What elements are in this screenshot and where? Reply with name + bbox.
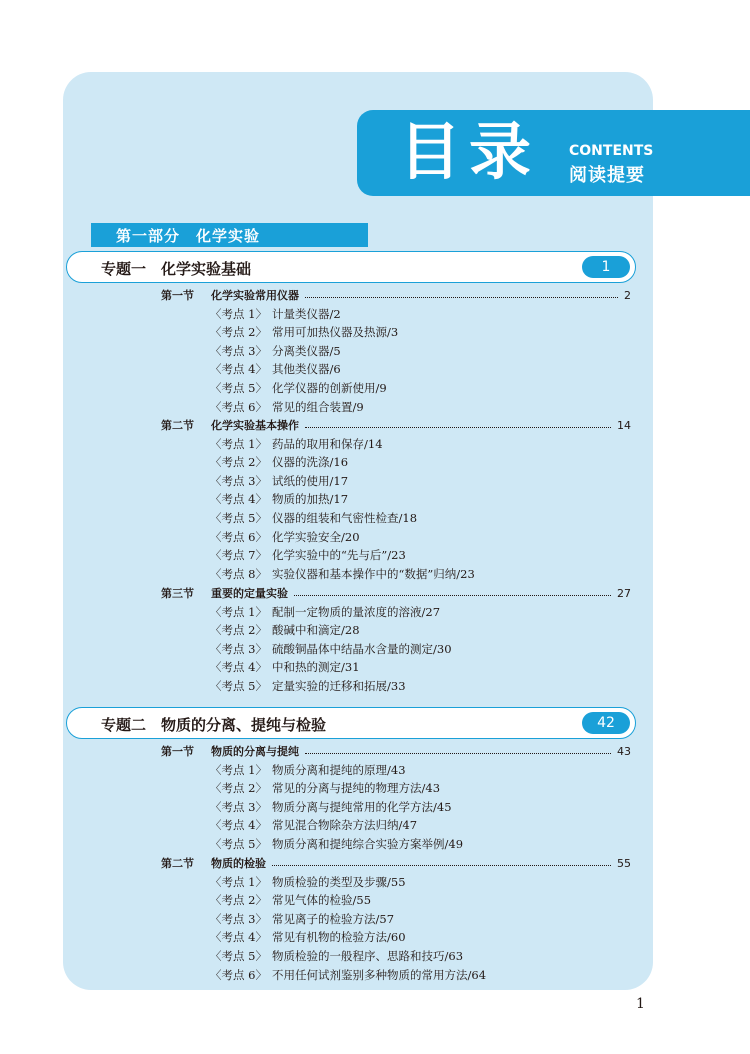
- exam-point-entry[interactable]: [210, 342, 341, 360]
- exam-point-number: 〈考点 2〉: [210, 455, 267, 470]
- section-page: 27: [617, 586, 631, 600]
- section-number: 第三节: [161, 587, 194, 600]
- exam-point-number: 〈考点 5〉: [210, 837, 267, 851]
- exam-point-entry[interactable]: [210, 379, 387, 397]
- exam-point-entry[interactable]: [210, 472, 348, 490]
- exam-point-number: 〈考点 4〉: [210, 362, 267, 377]
- exam-point-title: 常见有机物的检验方法/60: [272, 930, 406, 945]
- exam-point-title: 化学仪器的创新使用/9: [272, 381, 387, 395]
- exam-point-title: 酸碱中和滴定/28: [272, 623, 360, 638]
- topic-1[interactable]: [66, 251, 636, 283]
- exam-point-entry[interactable]: [210, 677, 406, 695]
- exam-point-entry[interactable]: [210, 816, 417, 834]
- exam-point-number: 〈考点 5〉: [210, 949, 267, 963]
- exam-point-title: 物质分离和提纯的原理/43: [272, 762, 406, 777]
- contents-title: 目录: [399, 115, 540, 188]
- exam-point-entry[interactable]: [210, 835, 463, 853]
- exam-point-number: 〈考点 3〉: [210, 911, 267, 926]
- section-entry[interactable]: [161, 286, 631, 304]
- exam-point-entry[interactable]: [210, 603, 440, 621]
- exam-point-title: 药品的取用和保存/14: [272, 436, 383, 451]
- exam-point-entry[interactable]: [210, 565, 475, 583]
- section-page: 2: [624, 288, 631, 302]
- topic-title: 专题二 物质的分离、提纯与检验: [101, 716, 327, 734]
- exam-point-entry[interactable]: [210, 435, 383, 453]
- section-title: 化学实验基本操作: [211, 419, 299, 432]
- topic-2[interactable]: [66, 707, 636, 739]
- exam-point-number: 〈考点 3〉: [210, 641, 267, 656]
- topic-page-badge: 1: [582, 256, 630, 278]
- page-number: 1: [636, 996, 645, 1012]
- exam-point-entry[interactable]: [210, 891, 371, 909]
- exam-point-entry[interactable]: [210, 509, 417, 527]
- dot-leader: [305, 753, 611, 754]
- contents-banner: [357, 110, 750, 196]
- exam-point-title: 常见的分离与提纯的物理方法/43: [272, 781, 441, 796]
- exam-point-number: 〈考点 5〉: [210, 511, 267, 525]
- exam-point-number: 〈考点 2〉: [210, 623, 267, 638]
- exam-point-number: 〈考点 1〉: [210, 436, 267, 451]
- exam-point-number: 〈考点 6〉: [210, 399, 267, 414]
- section-entry[interactable]: [161, 742, 631, 760]
- exam-point-number: 〈考点 3〉: [210, 799, 267, 814]
- exam-point-number: 〈考点 3〉: [210, 343, 267, 358]
- exam-point-title: 常见的组合装置/9: [272, 399, 364, 414]
- exam-point-number: 〈考点 7〉: [210, 548, 267, 563]
- exam-point-entry[interactable]: [210, 305, 341, 323]
- exam-point-entry[interactable]: [210, 453, 348, 471]
- exam-point-number: 〈考点 8〉: [210, 566, 267, 581]
- exam-point-number: 〈考点 1〉: [210, 762, 267, 777]
- exam-point-title: 硫酸铜晶体中结晶水含量的测定/30: [272, 641, 452, 656]
- exam-point-number: 〈考点 2〉: [210, 781, 267, 796]
- exam-point-entry[interactable]: [210, 873, 406, 891]
- exam-point-entry[interactable]: [210, 640, 452, 658]
- exam-point-number: 〈考点 6〉: [210, 967, 267, 982]
- section-number: 第一节: [161, 289, 194, 302]
- exam-point-number: 〈考点 2〉: [210, 893, 267, 908]
- exam-point-title: 不用任何试剂鉴别多种物质的常用方法/64: [272, 967, 487, 982]
- part-heading: [91, 223, 368, 247]
- exam-point-entry[interactable]: [210, 910, 394, 928]
- exam-point-number: 〈考点 2〉: [210, 325, 267, 340]
- contents-title-en: CONTENTS: [569, 143, 654, 159]
- exam-point-entry[interactable]: [210, 947, 463, 965]
- exam-point-title: 计量类仪器/2: [272, 306, 341, 321]
- exam-point-number: 〈考点 4〉: [210, 818, 267, 833]
- contents-subtitle: 阅读提要: [569, 165, 645, 186]
- exam-point-title: 实验仪器和基本操作中的“数据”归纳/23: [272, 566, 475, 581]
- exam-point-number: 〈考点 1〉: [210, 306, 267, 321]
- exam-point-title: 物质的加热/17: [272, 492, 349, 507]
- exam-point-number: 〈考点 6〉: [210, 529, 267, 544]
- dot-leader: [305, 427, 611, 428]
- section-title: 化学实验常用仪器: [211, 289, 299, 302]
- exam-point-number: 〈考点 5〉: [210, 679, 267, 693]
- exam-point-title: 定量实验的迁移和拓展/33: [272, 679, 406, 693]
- section-title: 重要的定量实验: [211, 587, 288, 600]
- exam-point-entry[interactable]: [210, 528, 360, 546]
- section-title: 物质的检验: [211, 857, 266, 870]
- section-page: 43: [617, 744, 631, 758]
- section-number: 第一节: [161, 745, 194, 758]
- exam-point-title: 分离类仪器/5: [272, 343, 341, 358]
- exam-point-title: 配制一定物质的量浓度的溶液/27: [272, 604, 441, 619]
- exam-point-entry[interactable]: [210, 546, 406, 564]
- exam-point-entry[interactable]: [210, 761, 406, 779]
- exam-point-title: 常用可加热仪器及热源/3: [272, 325, 399, 340]
- exam-point-title: 化学实验中的“先与后”/23: [272, 548, 406, 563]
- exam-point-number: 〈考点 4〉: [210, 930, 267, 945]
- part-heading-label: 第一部分 化学实验: [116, 227, 261, 245]
- section-number: 第二节: [161, 857, 194, 870]
- exam-point-title: 试纸的使用/17: [272, 473, 349, 488]
- topic-title: 专题一 化学实验基础: [101, 260, 252, 278]
- exam-point-title: 其他类仪器/6: [272, 362, 341, 377]
- section-page: 14: [617, 418, 631, 432]
- exam-point-entry[interactable]: [210, 966, 486, 984]
- exam-point-entry[interactable]: [210, 398, 364, 416]
- section-entry[interactable]: [161, 854, 631, 872]
- section-title: 物质的分离与提纯: [211, 745, 299, 758]
- exam-point-entry[interactable]: [210, 360, 341, 378]
- exam-point-entry[interactable]: [210, 779, 440, 797]
- exam-point-number: 〈考点 5〉: [210, 381, 267, 395]
- section-page: 55: [617, 856, 631, 870]
- exam-point-title: 物质分离和提纯综合实验方案举例/49: [272, 837, 464, 851]
- exam-point-entry[interactable]: [210, 798, 452, 816]
- exam-point-title: 中和热的测定/31: [272, 660, 360, 675]
- exam-point-title: 仪器的组装和气密性检查/18: [272, 511, 418, 525]
- exam-point-number: 〈考点 3〉: [210, 473, 267, 488]
- exam-point-number: 〈考点 1〉: [210, 874, 267, 889]
- exam-point-title: 常见离子的检验方法/57: [272, 911, 395, 926]
- dot-leader: [305, 297, 618, 298]
- exam-point-title: 常见气体的检验/55: [272, 893, 372, 908]
- dot-leader: [272, 865, 611, 866]
- dot-leader: [294, 595, 611, 596]
- exam-point-number: 〈考点 1〉: [210, 604, 267, 619]
- exam-point-title: 化学实验安全/20: [272, 529, 360, 544]
- exam-point-title: 物质检验的类型及步骤/55: [272, 874, 406, 889]
- exam-point-title: 物质分离与提纯常用的化学方法/45: [272, 799, 452, 814]
- exam-point-number: 〈考点 4〉: [210, 660, 267, 675]
- exam-point-title: 物质检验的一般程序、思路和技巧/63: [272, 949, 464, 963]
- section-entry[interactable]: [161, 416, 631, 434]
- exam-point-title: 常见混合物除杂方法归纳/47: [272, 818, 418, 833]
- topic-page-badge: 42: [582, 712, 630, 734]
- exam-point-entry[interactable]: [210, 658, 360, 676]
- exam-point-entry[interactable]: [210, 490, 348, 508]
- exam-point-entry[interactable]: [210, 621, 360, 639]
- section-number: 第二节: [161, 419, 194, 432]
- exam-point-title: 仪器的洗涤/16: [272, 455, 349, 470]
- exam-point-entry[interactable]: [210, 928, 406, 946]
- section-entry[interactable]: [161, 584, 631, 602]
- exam-point-entry[interactable]: [210, 323, 398, 341]
- exam-point-number: 〈考点 4〉: [210, 492, 267, 507]
